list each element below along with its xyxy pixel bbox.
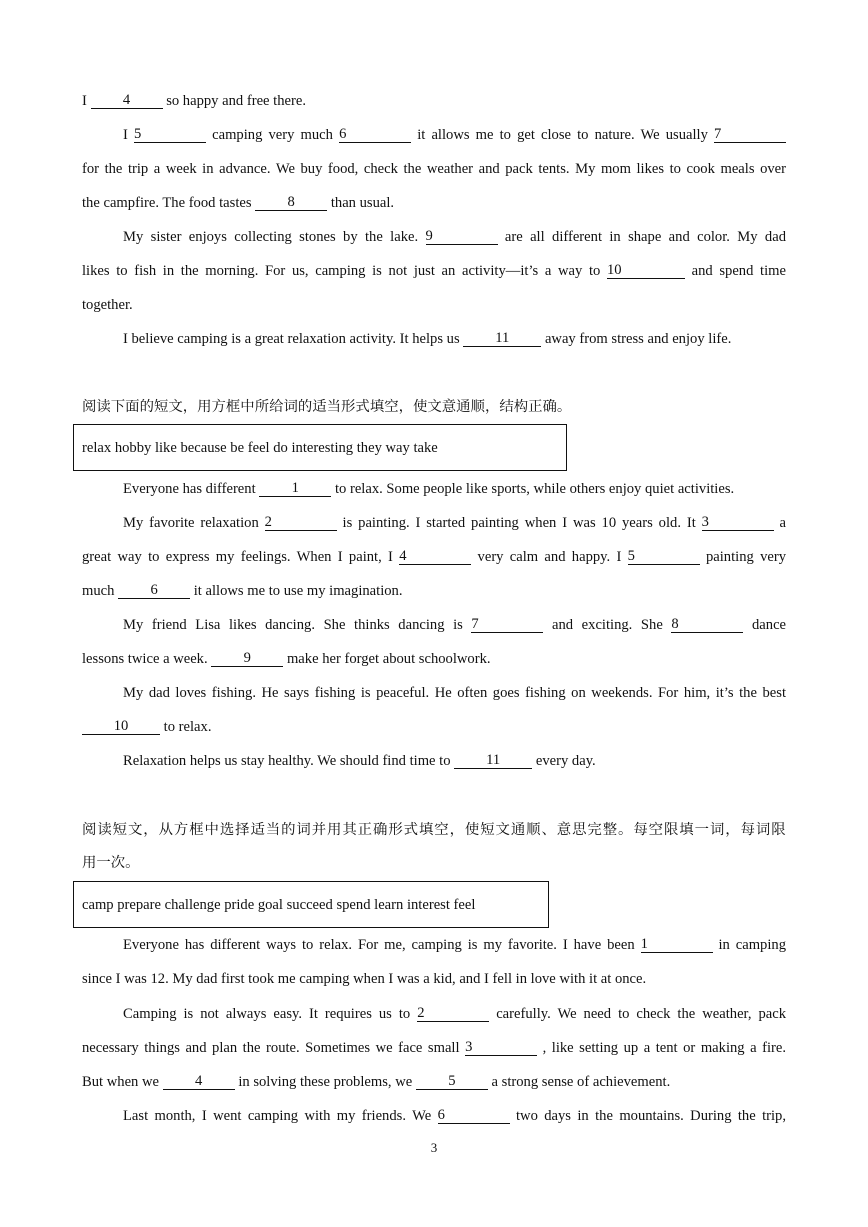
text-segment: likes to fish in the morning. For us, camping is not just an activity—it’s a way to <box>82 263 601 279</box>
answer-blank[interactable]: 3 <box>465 1039 537 1056</box>
text-segment: for the trip a week in advance. We buy food, check the weather and pack tents. My mom likes to cook meals over <box>82 161 786 177</box>
s2-word-box: relax hobby like because be feel do interesting they way take <box>73 424 567 471</box>
answer-blank[interactable]: 2 <box>265 514 337 531</box>
answer-blank[interactable]: 5 <box>416 1073 488 1090</box>
s3-instruction-line-2: 用一次。 <box>82 855 140 871</box>
s1-line-1 <box>82 91 786 111</box>
text-segment: make her forget about schoolwork. <box>286 651 491 667</box>
text-segment: Relaxation helps us stay healthy. We should find time to <box>123 753 451 769</box>
answer-blank[interactable]: 4 <box>399 548 471 565</box>
s3-word-box: camp prepare challenge pride goal succeed spend learn interest feel <box>73 881 549 928</box>
answer-blank[interactable]: 11 <box>454 752 532 769</box>
text-segment: , like setting up a tent or making a fire. <box>542 1040 787 1056</box>
answer-blank[interactable]: 8 <box>255 194 327 211</box>
text-segment: dance <box>752 617 787 633</box>
text-segment: Last month, I went camping with my friends. We <box>123 1108 432 1124</box>
answer-blank[interactable]: 3 <box>702 514 774 531</box>
answer-blank[interactable]: 5 <box>628 548 700 565</box>
text-segment: I <box>123 127 128 143</box>
text-segment: lessons twice a week. <box>82 651 208 667</box>
s2-line-7 <box>123 683 786 703</box>
answer-blank[interactable]: 6 <box>118 582 190 599</box>
text-segment: much <box>82 583 115 599</box>
text-segment: since I was 12. My dad first took me camping when I was a kid, and I fell in love with it at once. <box>82 971 647 987</box>
answer-blank[interactable]: 11 <box>463 330 541 347</box>
text-segment: a strong sense of achievement. <box>491 1074 671 1090</box>
s3-line-4 <box>82 1038 786 1058</box>
text-segment: the campfire. The food tastes <box>82 195 252 211</box>
s3-line-1 <box>123 935 786 955</box>
s2-line-9 <box>123 751 786 771</box>
answer-blank[interactable]: 7 <box>471 616 543 633</box>
s2-line-8 <box>82 717 786 737</box>
s3-line-2 <box>82 969 786 989</box>
text-segment: in camping <box>718 937 786 953</box>
text-segment: two days in the mountains. During the trip, <box>515 1108 786 1124</box>
text-segment: together. <box>82 297 133 313</box>
text-segment: in solving these problems, we <box>238 1074 413 1090</box>
text-segment: it allows me to get close to nature. We usually <box>417 127 708 143</box>
text-segment: I <box>82 93 87 109</box>
s3-instruction-line-1: 阅读短文，从方框中选择适当的词并用其正确形式填空，使短文通顺、意思完整。每空限填一词，每词限 <box>82 822 786 838</box>
text-segment: My sister enjoys collecting stones by the lake. <box>123 229 419 245</box>
s1-line-2 <box>123 125 786 145</box>
answer-blank[interactable]: 8 <box>671 616 743 633</box>
text-segment: painting very <box>705 549 787 565</box>
text-segment: is painting. I started painting when I was 10 years old. It <box>342 515 696 531</box>
answer-blank[interactable]: 9 <box>211 650 283 667</box>
s2-line-6 <box>82 649 786 669</box>
text-segment: necessary things and plan the route. Sometimes we face small <box>82 1040 460 1056</box>
s2-line-2 <box>123 513 786 533</box>
s3-line-5 <box>82 1072 786 1092</box>
s1-line-7 <box>82 295 786 315</box>
answer-blank[interactable]: 2 <box>417 1005 489 1022</box>
text-segment: very calm and happy. I <box>477 549 622 565</box>
s1-line-8 <box>123 329 786 349</box>
text-segment: and exciting. She <box>552 617 663 633</box>
text-segment: to relax. Some people like sports, while others enjoy quiet activities. <box>334 481 735 497</box>
text-segment: Everyone has different <box>123 481 256 497</box>
text-segment: My dad loves fishing. He says fishing is peaceful. He often goes fishing on weekends. For him, it’s the best <box>123 685 786 701</box>
s1-line-5 <box>123 227 786 247</box>
text-segment: it allows me to use my imagination. <box>193 583 403 599</box>
answer-blank[interactable]: 10 <box>607 262 685 279</box>
text-segment: and spend time <box>691 263 786 279</box>
text-segment: Camping is not always easy. It requires us to <box>123 1006 411 1022</box>
answer-blank[interactable]: 4 <box>91 92 163 109</box>
answer-blank[interactable]: 1 <box>259 480 331 497</box>
text-segment: away from stress and enjoy life. <box>544 331 732 347</box>
s2-line-3 <box>82 547 786 567</box>
answer-blank[interactable]: 6 <box>339 126 411 143</box>
s1-line-3 <box>82 159 786 179</box>
s3-line-6 <box>123 1106 786 1126</box>
text-segment: every day. <box>535 753 596 769</box>
page-number: 3 <box>430 1140 438 1155</box>
text-segment: are all different in shape and color. My dad <box>504 229 787 245</box>
text-segment: so happy and free there. <box>166 93 306 109</box>
text-segment: Everyone has different ways to relax. For me, camping is my favorite. I have been <box>123 937 635 953</box>
answer-blank[interactable]: 1 <box>641 936 713 953</box>
text-segment: But when we <box>82 1074 160 1090</box>
s1-line-4 <box>82 193 786 213</box>
answer-blank[interactable]: 5 <box>134 126 206 143</box>
answer-blank[interactable]: 7 <box>714 126 786 143</box>
text-segment: to relax. <box>163 719 212 735</box>
text-segment: great way to express my feelings. When I paint, I <box>82 549 393 565</box>
text-segment: a <box>779 515 787 531</box>
s2-line-4 <box>82 581 786 601</box>
s2-line-1 <box>123 479 786 499</box>
text-segment: My favorite relaxation <box>123 515 259 531</box>
answer-blank[interactable]: 6 <box>438 1107 510 1124</box>
s2-line-5 <box>123 615 786 635</box>
answer-blank[interactable]: 10 <box>82 718 160 735</box>
answer-blank[interactable]: 9 <box>426 228 498 245</box>
s3-line-3 <box>123 1004 786 1024</box>
text-segment: camping very much <box>212 127 333 143</box>
text-segment: than usual. <box>330 195 395 211</box>
text-segment: My friend Lisa likes dancing. She thinks dancing is <box>123 617 463 633</box>
text-segment: carefully. We need to check the weather, pack <box>496 1006 787 1022</box>
s2-instruction: 阅读下面的短文，用方框中所给词的适当形式填空，使文意通顺，结构正确。 <box>82 399 572 415</box>
s1-line-6 <box>82 261 786 281</box>
text-segment: I believe camping is a great relaxation activity. It helps us <box>123 331 460 347</box>
answer-blank[interactable]: 4 <box>163 1073 235 1090</box>
